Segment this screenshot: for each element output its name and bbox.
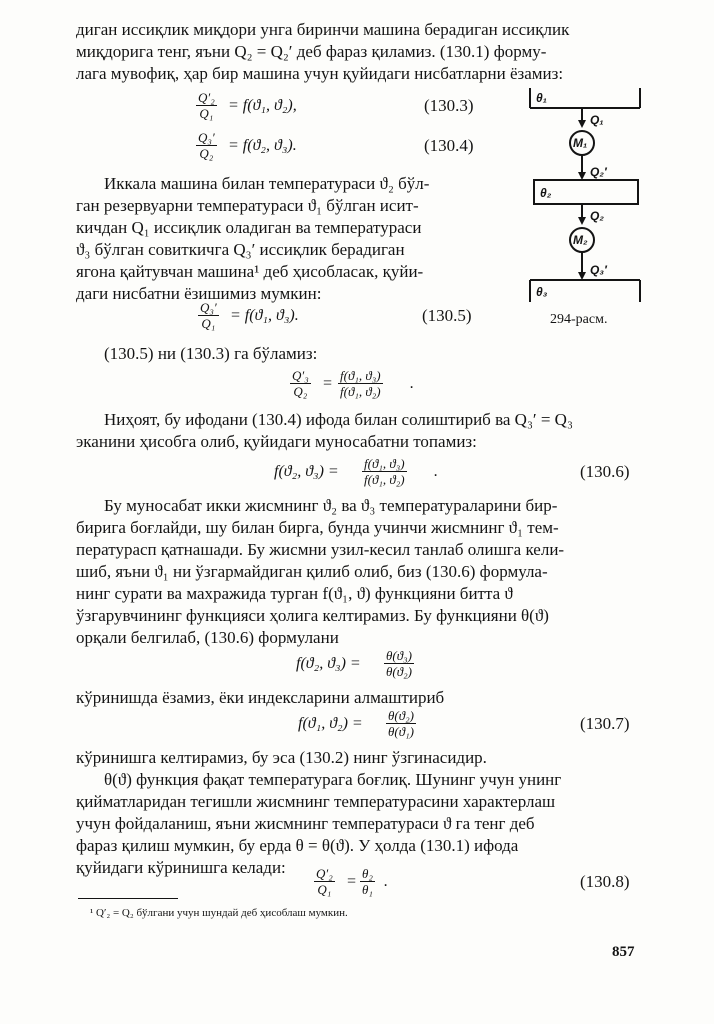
text-line: эканини ҳисобга олиб, қуйидаги муносабатни топамиз: xyxy=(76,432,477,451)
eq-ratio-equals: = xyxy=(322,375,333,392)
text-line: диган иссиқлик миқдори унга биринчи машина берадиган иссиқлик xyxy=(76,20,570,39)
text-line: ϑ₃ бўлган совиткичга Q₃′ иссиқлик берадиган xyxy=(76,240,405,259)
eq-theta-lhs: f(ϑ₂, ϑ₃) = xyxy=(296,655,361,672)
eq-130-6-label: (130.6) xyxy=(580,462,630,481)
eq-ratio-rhs-fraction: $\frac{\text{f(ϑ₁, ϑ₃)}}{\text{f(ϑ₁, ϑ₂)}}$ xyxy=(340,368,381,399)
q1-label: Q₁ xyxy=(590,113,604,127)
eq-130-5-label: (130.5) xyxy=(422,306,472,325)
text-line: лага мувофиқ, ҳар бир машина учун қуйидаги нисбатларни ёзамиз: xyxy=(76,64,564,83)
theta2-label: θ₂ xyxy=(540,186,552,200)
text-line: Бу муносабат икки жисмнинг ϑ₂ ва ϑ₃ температураларини бир- xyxy=(104,496,558,515)
eq-130-8-equals: = xyxy=(346,873,357,890)
text-line: Иккала машина билан температураси ϑ₂ бўл- xyxy=(104,174,430,193)
text-line: θ(ϑ) функция фақат температурага боғлиқ. Шунинг учун унинг xyxy=(104,770,562,789)
eq-130-7-fraction: $\frac{\text{θ(ϑ₂)}}{\text{θ(ϑ₁)}}$ xyxy=(388,708,414,739)
text-line: фараз қилиш мумкин, бу ерда θ = θ(ϑ). У ҳолда (130.1) ифода xyxy=(76,836,519,855)
eq-130-3-fraction: $\frac{\text{Q′₂}}{\text{Q₁}}$ xyxy=(198,90,215,121)
arrow-down-icon xyxy=(578,120,586,128)
theta1-label: θ₁ xyxy=(536,91,547,105)
text-line: қуйидаги кўринишга келади: xyxy=(76,858,286,877)
eq-130-5-fraction: $\frac{\text{Q₃′}}{\text{Q₁}}$ xyxy=(200,300,217,331)
footnote: ¹ Q′₂ = Q₂ бўлгани учун шундай деб ҳисоблаш мумкин. xyxy=(90,907,348,919)
eq-130-8-label: (130.8) xyxy=(580,872,630,891)
theta3-label: θ₃ xyxy=(536,285,548,299)
text-line: пературасп қатнашади. Бу жисмни узил-кесил танлаб олишга кели- xyxy=(76,540,565,559)
text-line: кўринишга келтирамиз, бу эса (130.2) нинг ўзгинасидир. xyxy=(76,748,487,767)
q2-prime-label: Q₂′ xyxy=(590,165,607,179)
eq-ratio-period: . xyxy=(410,375,414,392)
text-line: орқали белгилаб, (130.6) формулани xyxy=(76,628,339,647)
eq-130-6-lhs: f(ϑ₂, ϑ₃) = xyxy=(274,463,339,480)
text-line: даги нисбатни ёзишимиз мумкин: xyxy=(76,284,322,303)
figure-294-diagram xyxy=(520,80,650,320)
text-line: қийматларидан тегишли жисмнинг температурасини характерлаш xyxy=(76,792,556,811)
text-line: кўринишда ёзамиз, ёки индексларини алмаштириб xyxy=(76,688,445,707)
figure-caption: 294-расм. xyxy=(550,312,608,327)
text-line: ган резервуарни температураси ϑ₁ бўлган исит- xyxy=(76,196,419,215)
text-line: бирига боғлайди, шу билан бирга, бунда учинчи жисмнинг ϑ₁ тем- xyxy=(76,518,559,537)
eq-130-6-period: . xyxy=(434,463,438,480)
q3-prime-label: Q₃′ xyxy=(590,263,607,277)
arrow-down-icon xyxy=(578,272,586,280)
eq-130-4-rhs: = f(ϑ₂, ϑ₃). xyxy=(228,137,297,154)
text-line: шиб, яъни ϑ₁ ни ўзгармайдиган қилиб олиб, биз (130.6) формула- xyxy=(76,562,548,581)
eq-130-4-label: (130.4) xyxy=(424,136,474,155)
text-line: ягона қайтувчан машина¹ деб ҳисобласак, қуйи- xyxy=(76,262,424,281)
eq-theta-fraction: $\frac{\text{θ(ϑ₃)}}{\text{θ(ϑ₂)}}$ xyxy=(386,648,412,679)
arrow-down-icon xyxy=(578,172,586,180)
text-line: нинг сурати ва махражида турган f(ϑ₁, ϑ) функцияни битта ϑ xyxy=(76,584,513,603)
eq-130-3-label: (130.3) xyxy=(424,96,474,115)
arrow-down-icon xyxy=(578,217,586,225)
eq-130-8-period: . xyxy=(384,873,388,890)
q2-label: Q₂ xyxy=(590,209,604,223)
eq-130-6-fraction: $\frac{\text{f(ϑ₁, ϑ₃)}}{\text{f(ϑ₁, ϑ₂)}}$ xyxy=(364,456,405,487)
eq-130-7-lhs: f(ϑ₁, ϑ₂) = xyxy=(298,715,363,732)
text-line: кичдан Q₁ иссиқлик оладиган ва температураси xyxy=(76,218,422,237)
text-line: (130.5) ни (130.3) га бўламиз: xyxy=(104,344,318,363)
eq-130-8-rhs-fraction: $\frac{\text{θ₂}}{\text{θ₁}}$ xyxy=(362,866,373,897)
eq-130-3-rhs: = f(ϑ₁, ϑ₂), xyxy=(228,97,297,114)
eq-130-4-fraction: $\frac{\text{Q₃′}}{\text{Q₂}}$ xyxy=(198,130,215,161)
eq-130-7-label: (130.7) xyxy=(580,714,630,733)
text-line: ўзгарувчининг функцияси ҳолига келтирамиз. Бу функцияни θ(ϑ) xyxy=(76,606,549,625)
m2-label: M₂ xyxy=(573,233,588,247)
eq-ratio-lhs-fraction: $\frac{\text{Q′₃}}{\text{Q₂}}$ xyxy=(292,368,309,399)
text-line: учун фойдаланиш, яъни жисмнинг температураси ϑ га тенг деб xyxy=(76,814,535,833)
eq-130-5-rhs: = f(ϑ₁, ϑ₃). xyxy=(230,307,299,324)
footnote-rule xyxy=(78,898,178,899)
m1-label: M₁ xyxy=(573,136,588,150)
text-line: Ниҳоят, бу ифодани (130.4) ифода билан солиштириб ва Q₃′ = Q₃ xyxy=(104,410,573,429)
page-number: 857 xyxy=(612,944,635,960)
text-line: миқдорига тенг, яъни Q₂ = Q₂′ деб фараз қиламиз. (130.1) форму- xyxy=(76,42,547,61)
eq-130-8-lhs-fraction: $\frac{\text{Q′₂}}{\text{Q₁}}$ xyxy=(316,866,333,897)
